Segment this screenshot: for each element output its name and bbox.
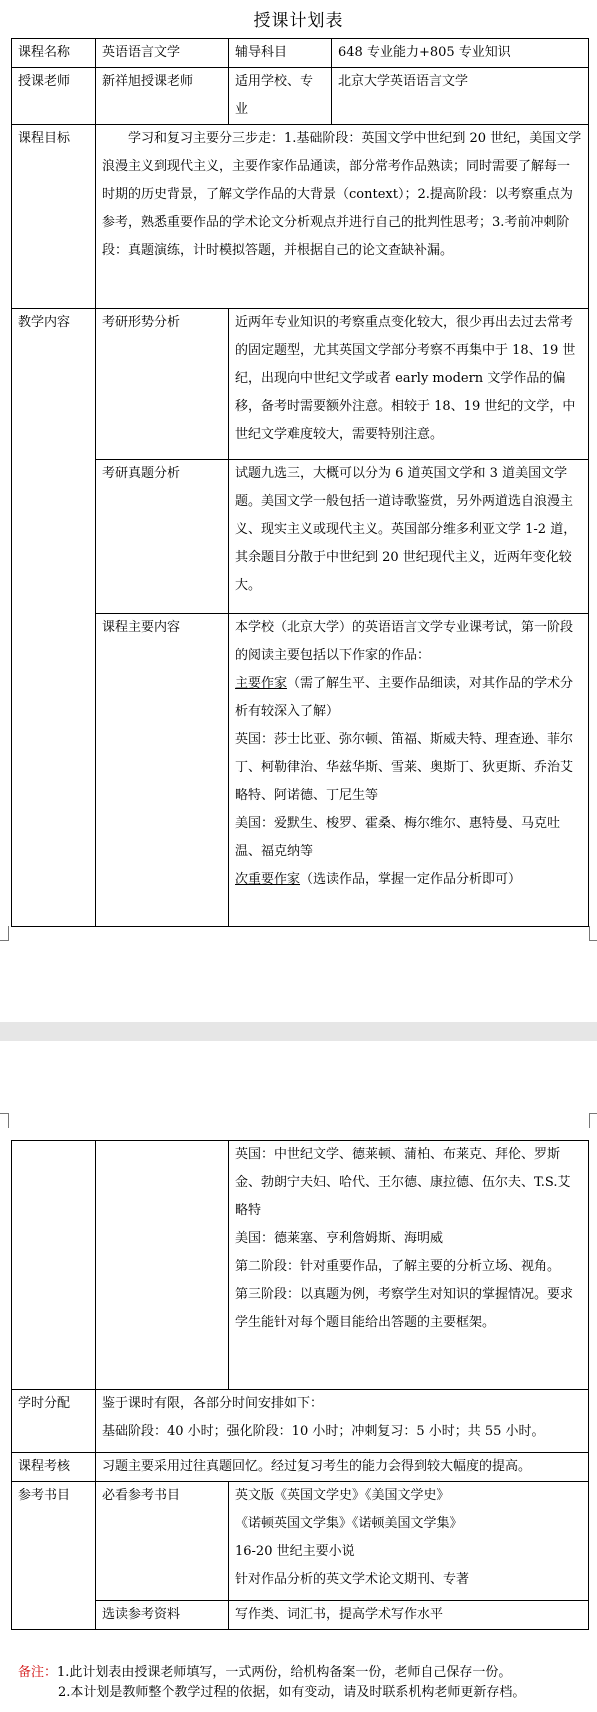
optional-books-label: 选读参考资料 — [96, 1601, 229, 1630]
note-line-2: 2.本计划是教师整个教学过程的依据，如有变动，请及时联系机构老师更新存档。 — [58, 1685, 526, 1700]
hours-row — [12, 1390, 589, 1453]
teacher-value: 新祥旭授课老师 — [96, 68, 229, 125]
main-intro: 本学校（北京大学）的英语语言文学专业课考试，第一阶段的阅读主要包括以下作家的作品： — [235, 620, 574, 663]
main-content-cell — [229, 614, 589, 927]
main-content-continued-cell — [229, 1141, 589, 1390]
optional-books-text: 写作类、词汇书，提高学术写作水平 — [229, 1601, 589, 1630]
minor-authors-note: （选读作品，掌握一定作品分析即可） — [300, 872, 522, 887]
content-label-continued — [12, 1141, 96, 1390]
crop-mark — [589, 1113, 597, 1128]
note-label: 备注： — [18, 1665, 58, 1680]
exam-row — [12, 460, 589, 614]
teacher-row — [12, 68, 589, 125]
minor-authors-label: 次重要作家 — [235, 872, 301, 887]
assessment-text: 习题主要采用过往真题回忆。经过复习考生的能力会得到较大幅度的提高。 — [96, 1453, 589, 1482]
note-line-1 — [18, 1663, 588, 1683]
required-book: 《诺顿英国文学集》《诺顿美国文学集》 — [235, 1516, 463, 1531]
main-content-row — [12, 614, 589, 927]
page-title: 授课计划表 — [253, 11, 344, 31]
page-gap — [0, 1022, 597, 1041]
crop-mark — [0, 926, 9, 941]
optional-books-row — [12, 1601, 589, 1630]
us-major-authors: 美国：爱默生、梭罗、霍桑、梅尔维尔、惠特曼、马克吐温、福克纳等 — [235, 816, 561, 859]
crop-mark — [589, 926, 597, 941]
stage-2: 第二阶段：针对重要作品，了解主要的分析立场、视角。 — [235, 1259, 561, 1274]
required-book: 针对作品分析的英文学术论文期刊、专著 — [235, 1572, 470, 1587]
main-content-continued-row — [12, 1141, 589, 1390]
required-books-label: 必看参考书目 — [96, 1482, 229, 1601]
required-book: 英文版《英国文学史》《美国文学史》 — [235, 1488, 450, 1503]
hours-line-2: 基础阶段：40 小时；强化阶段：10 小时；冲刺复习：5 小时；共 55 小时。 — [102, 1424, 545, 1439]
us-minor-authors: 美国：德莱塞、亨利詹姆斯、海明威 — [235, 1231, 444, 1246]
course-name-value: 英语语言文学 — [96, 39, 229, 68]
books-label: 参考书目 — [12, 1482, 96, 1630]
required-books-row — [12, 1482, 589, 1601]
stage-3: 第三阶段：以真题为例，考察学生对知识的掌握情况。要求学生能针对每个题目能给出答题的主要框架。 — [235, 1287, 574, 1330]
hours-cell — [96, 1390, 589, 1453]
main-content-label-continued — [96, 1141, 229, 1390]
course-row — [12, 39, 589, 68]
goal-label: 课程目标 — [12, 125, 96, 309]
notes — [18, 1663, 588, 1703]
required-book: 16-20 世纪主要小说 — [235, 1544, 355, 1559]
major-authors — [235, 670, 582, 726]
hours-line-1: 鉴于课时有限，各部分时间安排如下： — [102, 1396, 324, 1411]
main-content-label: 课程主要内容 — [96, 614, 229, 927]
trend-label: 考研形势分析 — [96, 309, 229, 460]
plan-table-part2 — [11, 1140, 589, 1630]
uk-minor-authors: 英国：中世纪文学、德莱顿、蒲柏、布莱克、拜伦、罗斯金、勃朗宁夫妇、哈代、王尔德、康拉德、伍尔夫、T.S.艾略特 — [235, 1147, 571, 1218]
assessment-label: 课程考核 — [12, 1453, 96, 1482]
exam-label: 考研真题分析 — [96, 460, 229, 614]
trend-text: 近两年专业知识的考察重点变化较大，很少再出去过去常考的固定题型，尤其英国文学部分考察不再集中于 18、19 世纪，出现向中世纪文学或者 early modern 文学作品的偏移，备考时需要额外注意。相较于 18、19 世纪的文学，中世纪文学难度较大，需要特别注意。 — [229, 309, 589, 460]
course-name-label: 课程名称 — [12, 39, 96, 68]
content-label: 教学内容 — [12, 309, 96, 927]
trend-row — [12, 309, 589, 460]
school-value: 北京大学英语语言文学 — [332, 68, 589, 125]
note-text-1: 1.此计划表由授课老师填写，一式两份，给机构备案一份，老师自己保存一份。 — [57, 1665, 512, 1680]
teacher-label: 授课老师 — [12, 68, 96, 125]
assessment-row — [12, 1453, 589, 1482]
subject-value: 648 专业能力+805 专业知识 — [332, 39, 589, 68]
goal-row — [12, 125, 589, 309]
subject-label: 辅导科目 — [229, 39, 332, 68]
goal-text: 学习和复习主要分三步走：1.基础阶段：英国文学中世纪到 20 世纪，美国文学浪漫主义到现代主义，主要作家作品通读，部分常考作品熟读；同时需要了解每一时期的历史背景，了解文学作品的大背景（context）；2.提高阶段：以考察重点为参考，熟悉重要作品的学术论文分析观点并进行自己的批判性思考；3.考前冲刺阶段：真题演练，计时模拟答题，并根据自己的论文查缺补漏。 — [96, 125, 589, 309]
crop-mark — [0, 1113, 9, 1128]
minor-authors — [235, 866, 582, 894]
school-label: 适用学校、专业 — [229, 68, 332, 125]
major-authors-label: 主要作家 — [235, 676, 288, 691]
exam-text: 试题九选三，大概可以分为 6 道英国文学和 3 道美国文学题。美国文学一般包括一道诗歌鉴赏，另外两道选自浪漫主义、现实主义或现代主义。英国部分维多利亚文学 1-2 道，其余题目分散于中世纪到 20 世纪现代主义，近两年变化较大。 — [229, 460, 589, 614]
uk-major-authors: 英国：莎士比亚、弥尔顿、笛福、斯威夫特、理查逊、菲尔丁、柯勒律治、华兹华斯、雪莱、奥斯丁、狄更斯、乔治艾略特、阿诺德、丁尼生等 — [235, 732, 574, 803]
major-authors-note: （需了解生平、主要作品细读，对其作品的学术分析有较深入了解） — [235, 676, 574, 719]
required-books-cell — [229, 1482, 589, 1601]
plan-table-part1 — [11, 38, 589, 927]
hours-label: 学时分配 — [12, 1390, 96, 1453]
